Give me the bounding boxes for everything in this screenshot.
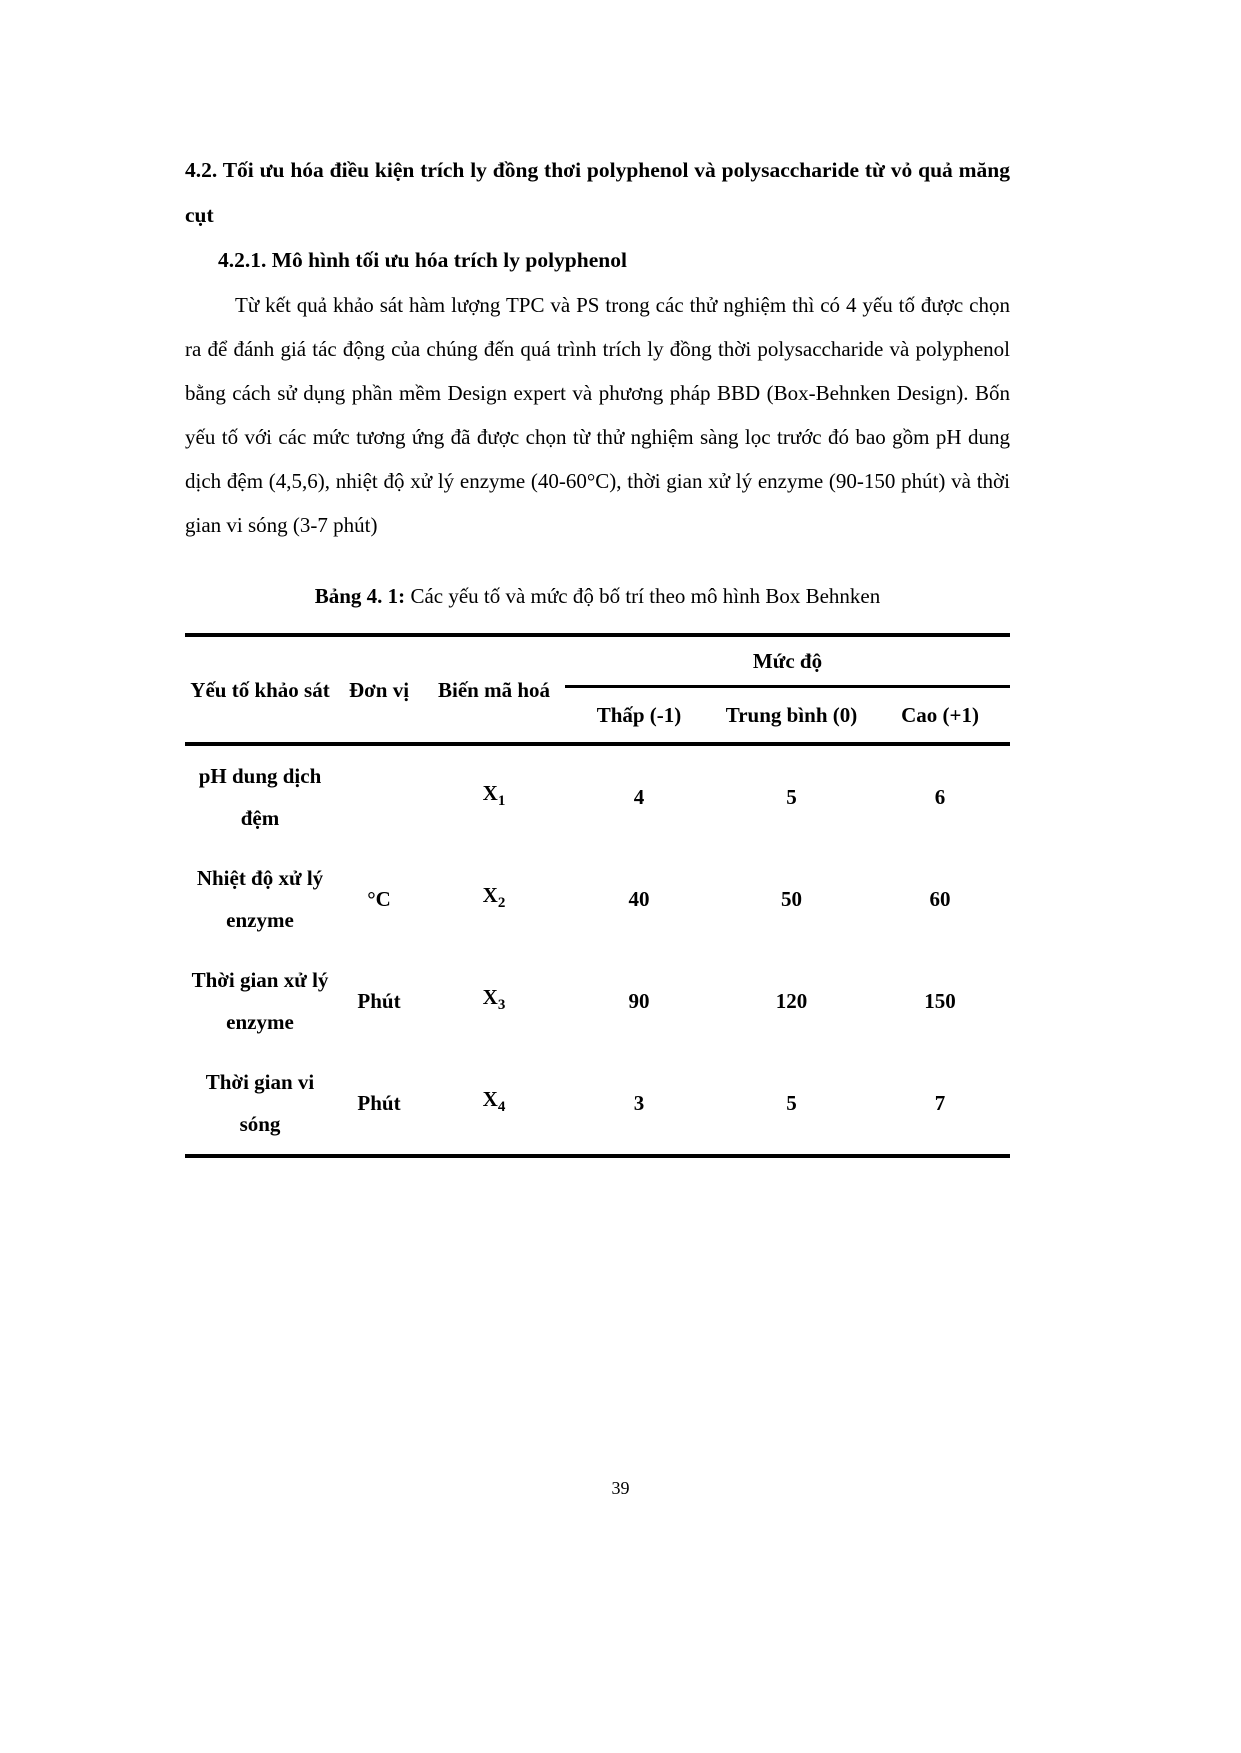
coded-variable-base: X xyxy=(482,1087,498,1111)
unit-cell: °C xyxy=(367,887,391,911)
high-value-cell: 7 xyxy=(934,1091,946,1115)
section-heading: 4.2. Tối ưu hóa điều kiện trích ly đồng thơi polyphenol và polysaccharide từ vỏ quả măng cụt xyxy=(185,158,1010,227)
coded-variable-subscript: 4 xyxy=(497,1099,506,1115)
col-header-level-group: Mức độ xyxy=(565,635,1010,687)
coded-variable-cell xyxy=(423,848,565,950)
col-header-unit: Đơn vị xyxy=(335,635,423,744)
high-value-cell: 6 xyxy=(934,785,946,809)
low-value-cell: 40 xyxy=(628,887,650,911)
col-header-mid: Trung bình (0) xyxy=(713,687,870,745)
col-header-low: Thấp (-1) xyxy=(565,687,713,745)
unit-cell: Phút xyxy=(357,989,401,1013)
coded-variable-subscript: 1 xyxy=(497,793,506,809)
table-row xyxy=(185,848,1010,950)
factor-cell: Thời gian xử lý enzyme xyxy=(191,968,329,1034)
coded-variable-base: X xyxy=(482,781,498,805)
col-header-factor: Yếu tố khảo sát xyxy=(185,635,335,744)
body-paragraph: Từ kết quả khảo sát hàm lượng TPC và PS trong các thử nghiệm thì có 4 yếu tố được chọn ra để đánh giá tác động của chúng đến quá trình trích ly đồng thời polysaccharide và polyphenol bằng cách sử dụng phần mềm Design expert và phương pháp BBD (Box-Behnken Design). Bốn yếu tố với các mức tương ứng đã được chọn từ thử nghiệm sàng lọc trước đó bao gồm pH dung dịch đệm (4,5,6), nhiệt độ xử lý enzyme (40-60°C), thời gian xử lý enzyme (90-150 phút) và thời gian vi sóng (3-7 phút) xyxy=(185,293,1010,537)
coded-variable-cell xyxy=(423,1052,565,1156)
table-caption xyxy=(185,581,1010,611)
coded-variable-subscript: 3 xyxy=(497,997,506,1013)
coded-variable-cell xyxy=(423,950,565,1052)
mid-value-cell: 120 xyxy=(775,989,808,1013)
box-behnken-table xyxy=(185,633,1010,1158)
coded-variable-subscript: 2 xyxy=(497,895,506,911)
page-number: 39 xyxy=(611,1478,630,1498)
unit-cell: Phút xyxy=(357,1091,401,1115)
table-row xyxy=(185,1052,1010,1156)
col-header-coded: Biến mã hoá xyxy=(423,635,565,744)
factor-cell: Thời gian vi sóng xyxy=(205,1070,315,1136)
mid-value-cell: 5 xyxy=(786,1091,797,1115)
low-value-cell: 90 xyxy=(628,989,650,1013)
low-value-cell: 4 xyxy=(633,785,645,809)
table-row xyxy=(185,744,1010,848)
coded-variable-base: X xyxy=(482,985,498,1009)
coded-variable-cell xyxy=(423,744,565,848)
table-caption-label: Bảng 4. 1: xyxy=(314,584,406,608)
unit-cell xyxy=(335,744,423,848)
low-value-cell: 3 xyxy=(633,1091,645,1115)
high-value-cell: 60 xyxy=(929,887,951,911)
page-content xyxy=(185,148,1010,1158)
factor-cell: pH dung dịch đệm xyxy=(198,764,322,830)
table-caption-text: Các yếu tố và mức độ bố trí theo mô hình Box Behnken xyxy=(405,584,881,608)
subsection-heading: 4.2.1. Mô hình tối ưu hóa trích ly polyphenol xyxy=(218,248,627,272)
table-row xyxy=(185,950,1010,1052)
mid-value-cell: 5 xyxy=(786,785,797,809)
table-header xyxy=(185,635,1010,744)
mid-value-cell: 50 xyxy=(781,887,802,911)
coded-variable-base: X xyxy=(482,883,498,907)
high-value-cell: 150 xyxy=(924,989,956,1013)
col-header-high: Cao (+1) xyxy=(870,687,1010,745)
factor-cell: Nhiệt độ xử lý enzyme xyxy=(196,866,324,932)
